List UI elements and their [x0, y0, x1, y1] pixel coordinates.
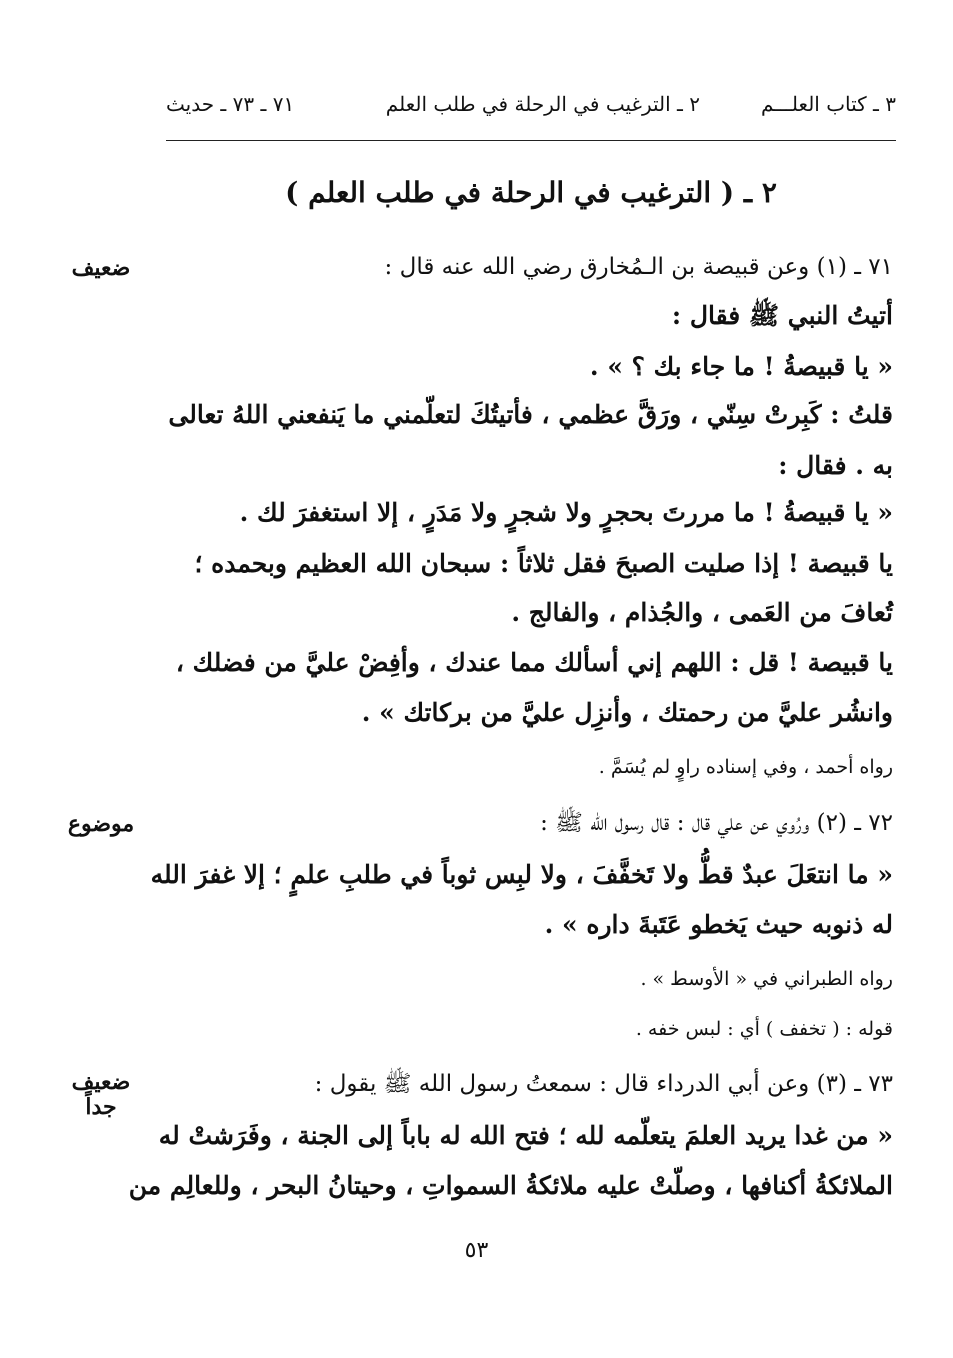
hadith-72-line-2: له ذنوبه حيث يَخطو عَتَبةَ داره » . [544, 910, 893, 939]
hadith-73-line-1: « من غدا يريد العلمَ يتعلّمه لله ؛ فتح الله له باباً إلى الجنة ، وفَرَشتْ له [158, 1121, 893, 1150]
hadith-71-line-7: تُعافَ من العَمى ، والجُذام ، والفالج . [511, 598, 893, 627]
page-number: ٥٣ [464, 1238, 489, 1263]
hadith-71-line-8: يا قبيصة ! قل : اللهم إني أسألك مما عندك ، وأفِضْ عليَّ من فضلك ، [175, 648, 893, 677]
hadith-71-line-1: أتيتُ النبي ﷺ فقال : [671, 301, 893, 330]
grade-label-73-line-1: ضعيف [71, 1069, 131, 1095]
hadith-72-heading: ٧٢ ـ (٢) ورُوي عن علي قال : قال رسول الله ﷺ : [540, 810, 893, 836]
hadith-71-line-5: « يا قبيصةُ ! ما مررتَ بحجرٍ ولا شجرٍ ولا مَدَرٍ ، إلا استغفرَ لك . [239, 498, 893, 527]
hadith-71-line-9: وانشُر عليَّ من رحمتك ، وأنزِل عليَّ من بركاتك » . [361, 698, 893, 727]
hadith-71-line-6: يا قبيصة ! إذا صليت الصبحَ فقل ثلاثاً : سبحان الله العظيم وبحمده ؛ [194, 549, 893, 578]
header-chapter-title: ٢ ـ الترغيب في الرحلة في طلب العلم [385, 92, 700, 116]
hadith-72-line-1: « ما انتعَلَ عبدٌ قطُّ ولا تَخفَّفَ ، ولا لبِس ثوباً في طلبِ علمٍ ؛ إلا غفرَ الله [150, 860, 893, 889]
header-hadith-range: ٧١ ـ ٧٣ ـ حديث [166, 92, 295, 116]
grade-label-72: موضوع [67, 811, 135, 837]
chapter-title: ٢ ـ ( الترغيب في الرحلة في طلب العلم ) [285, 176, 777, 209]
hadith-71-line-4: به . فقال : [778, 451, 893, 480]
hadith-71-line-3: قلتُ : كَبِرتْ سِنّي ، ورَقَّ عظمي ، فأتيتُكَ لتعلّمني ما يَنفعني اللهُ تعالى [168, 400, 893, 429]
hadith-71-line-2: « يا قبيصةُ ! ما جاء بك ؟ » . [589, 352, 893, 381]
grade-label-73 [66, 1070, 136, 1121]
header-book-title: ٣ ـ كتاب العلـــم [761, 92, 896, 116]
hadith-72-source: رواه الطبراني في « الأوسط » . [640, 968, 893, 990]
hadith-73-line-2: الملائكةُ أكنافها ، وصلّتْ عليه ملائكةُ السمواتِ ، وحيتانُ البحر ، وللعالِم من [128, 1171, 893, 1200]
header-divider [166, 140, 896, 141]
hadith-71-source: رواه أحمد ، وفي إسناده راوٍ لم يُسَمَّ . [598, 756, 893, 778]
hadith-71-heading: ٧١ ـ (١) وعن قبيصة بن الـمُخارق رضي الله عنه قال : [384, 254, 893, 280]
hadith-73-heading: ٧٣ ـ (٣) وعن أبي الدرداء قال : سمعتُ رسول الله ﷺ يقول : [314, 1071, 893, 1097]
grade-label-71: ضعيف [71, 255, 131, 281]
grade-label-73-line-2: جداً [85, 1094, 117, 1121]
running-header [166, 92, 896, 126]
hadith-72-note: قوله : ( تخفف ) أي : لبس خفه . [635, 1018, 893, 1040]
